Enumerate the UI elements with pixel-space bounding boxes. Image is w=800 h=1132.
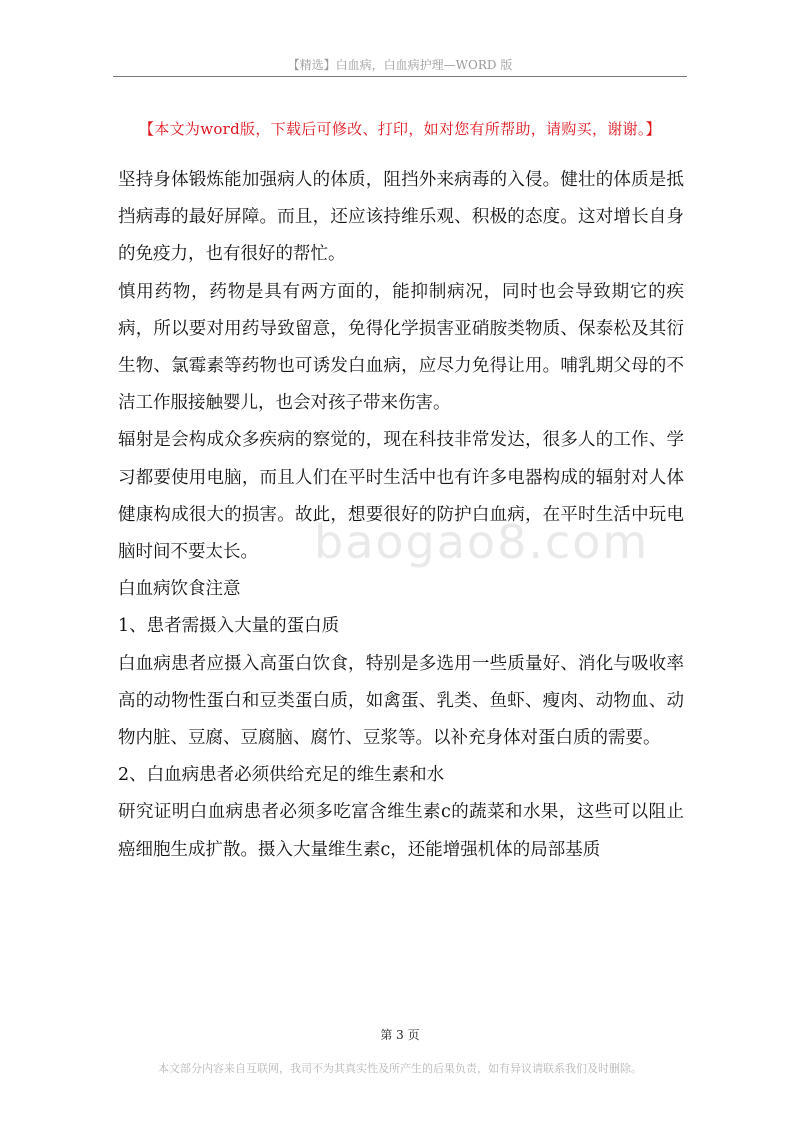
page-number: 第 3 页 [380,1028,420,1042]
paragraph: 研究证明白血病患者必须多吃富含维生素c的蔬菜和水果，这些可以阻止癌细胞生成扩散。摄入大量维生素c，还能增强机体的局部基质 [118,802,684,860]
header-divider [113,76,687,77]
purchase-notice: 【本文为word版，下载后可修改、打印，如对您有所帮助，请购买，谢谢。】 [139,120,661,138]
document-body [118,162,684,869]
paragraph: 白血病患者应摄入高蛋白饮食，特别是多选用一些质量好、消化与吸收率高的动物性蛋白和豆类蛋白质，如禽蛋、乳类、鱼虾、瘦肉、动物血、动物内脏、豆腐、豆腐脑、腐竹、豆浆等。以补充身体对蛋白质的需要。 [118,653,684,749]
page-header: 【精选】白血病，白血病护理—WORD 版 [287,58,513,72]
subheading: 1、患者需摄入大量的蛋白质 [118,616,340,637]
page-footer: 本文部分内容来自互联网，我司不为其真实性及所产生的后果负责，如有异议请联系我们及时删除。 [158,1062,642,1075]
subheading: 2、白血病患者必须供给充足的维生素和水 [118,765,445,786]
section-heading: 白血病饮食注意 [118,579,241,600]
paragraph: 慎用药物，药物是具有两方面的，能抑制病况，同时也会导致期它的疾病，所以要对用药导致留意，免得化学损害亚硝胺类物质、保泰松及其衍生物、氯霉素等药物也可诱发白血病，应尽力免得让用。哺乳期父母的不洁工作服接触婴儿，也会对孩子带来伤害。 [118,281,684,414]
paragraph: 辐射是会构成众多疾病的察觉的，现在科技非常发达，很多人的工作、学习都要使用电脑，而且人们在平时生活中也有许多电器构成的辐射对人体健康构成很大的损害。故此，想要很好的防护白血病，在平时生活中玩电脑时间不要太长。 [118,430,684,563]
paragraph: 坚持身体锻炼能加强病人的体质，阻挡外来病毒的入侵。健壮的体质是抵挡病毒的最好屏障。而且，还应该持维乐观、积极的态度。这对增长自身的免疫力，也有很好的帮忙。 [118,170,684,265]
watermark: baogao8.com [314,515,650,569]
